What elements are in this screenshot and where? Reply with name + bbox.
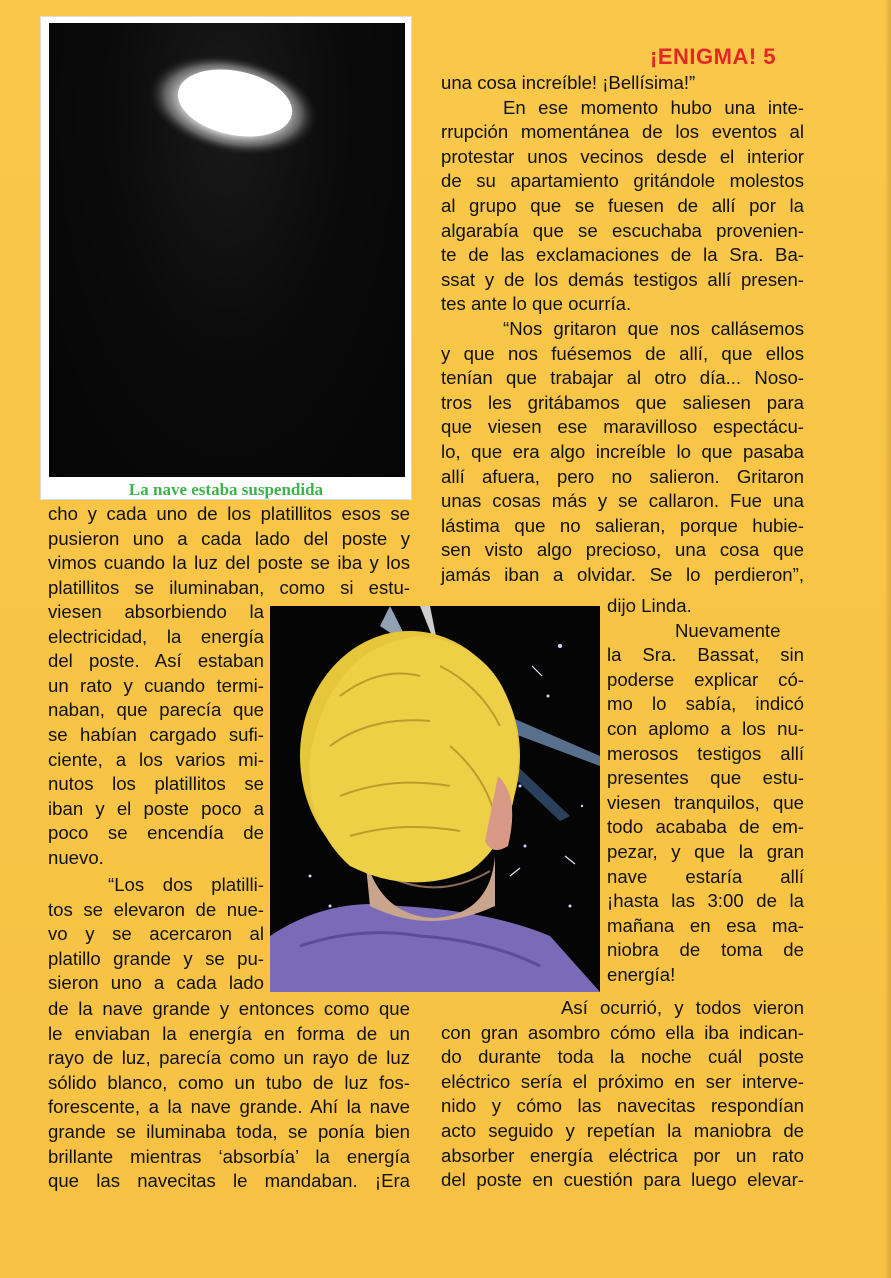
text-line: vo y se acercaron al (48, 923, 264, 945)
magazine-title-page-number: ¡ENIGMA! 5 (650, 44, 776, 69)
text-line: allí afuera, pero no salieron. Gritaron (441, 465, 804, 487)
text-line: nutos los platillitos se (48, 773, 264, 795)
text-line: que las navecitas le mandaban. ¡Era (48, 1170, 410, 1192)
text-line: pusieron uno a cada lado del poste y (48, 527, 410, 549)
text-line: platillitos se iluminaban, como si estu- (48, 576, 410, 598)
text-line: un rato y cuando termi- (48, 674, 264, 696)
text-line: con aplomo a los nu- (607, 717, 804, 739)
illustration-person-watching-sky (270, 606, 600, 992)
text-line: acto seguido y repetían la maniobra de (441, 1119, 804, 1141)
text-line: del poste en cuestión para luego elevar- (441, 1169, 804, 1191)
text-line: nave estaría allí (607, 865, 804, 887)
text-line: viesen tranquilos, que (607, 791, 804, 813)
text-line: rrupción momentánea de los eventos al (441, 121, 804, 143)
text-line: nuevo. (48, 846, 104, 868)
right-column-text-block-1 (441, 71, 804, 587)
text-line: niobra de toma de (607, 939, 804, 961)
text-line: la Sra. Bassat, sin (607, 644, 804, 666)
text-line: del poste. Así estaban (48, 650, 264, 672)
text-line: mo lo sabía, indicó (607, 693, 804, 715)
text-line: sólido blanco, como un tubo de luz fos- (48, 1071, 410, 1093)
text-line: se habían cargado sufi- (48, 723, 264, 745)
ufo-photo-image (49, 23, 405, 477)
photo-caption: La nave estaba suspendida (128, 480, 324, 499)
right-column-text-block-3 (441, 996, 804, 1193)
left-column-text-block-1 (48, 502, 410, 600)
text-line: protestar unos vecinos desde el interior (441, 145, 804, 167)
text-line: rayo de luz, parecía como un rayo de luz (48, 1047, 410, 1069)
right-column-text-block-2 (607, 594, 804, 988)
page-edge (885, 0, 891, 1278)
text-line: tros les gritábamos que saliesen para (441, 391, 804, 413)
text-line: sieron uno a cada lado (48, 972, 264, 994)
text-line: de su apartamiento gritándole molestos (441, 170, 804, 192)
text-line: electricidad, la energía (48, 625, 264, 647)
text-line: nido y cómo las navecitas respondían (441, 1095, 804, 1117)
text-line: le enviaban la energía en forma de un (48, 1022, 410, 1044)
left-column-text-block-2 (48, 600, 264, 871)
text-line: de la nave grande y entonces como que (48, 998, 410, 1019)
text-line: tenían que trabajar al otro día... Noso- (441, 367, 804, 389)
text-line: te de las exclamaciones de la Sra. Ba- (441, 244, 804, 266)
text-line: merosos testigos allí (607, 742, 804, 764)
text-line: dijo Linda. (607, 595, 692, 616)
text-line: unas cosas más y se callaron. Fue una (441, 490, 804, 512)
text-line: una cosa increíble! ¡Bellísima!” (441, 72, 696, 93)
text-line: iban y el poste poco a (48, 797, 264, 819)
text-line: mañana en esa ma- (607, 914, 804, 936)
text-line: todo acababa de em- (607, 816, 804, 838)
text-line: y que nos fuésemos de allí, que ellos (441, 342, 804, 364)
text-line: que viesen ese maravilloso espectácu- (441, 416, 804, 438)
text-line: do durante toda la noche cuál poste (441, 1046, 804, 1068)
text-line: “Los dos platilli- (108, 874, 264, 895)
text-line: Así ocurrió, y todos vieron (561, 997, 804, 1018)
ufo-glow-graphic (49, 23, 405, 477)
text-line: lástima que no salieran, porque hubie- (441, 514, 804, 536)
text-line: al grupo que se fuesen de allí por la (441, 194, 804, 216)
text-line: ciente, a los varios mi- (48, 748, 264, 770)
text-line: con gran asombro cómo ella iba indican- (441, 1021, 804, 1043)
text-line: algarabía que se escuchaba provenien- (441, 219, 804, 241)
text-line: absorber energía eléctrica por un rato (441, 1144, 804, 1166)
illustration-graphic (270, 606, 600, 992)
text-line: cho y cada uno de los platillitos esos se (48, 503, 410, 524)
text-line: sen visto algo precioso, una cosa que (441, 539, 804, 561)
text-line: vimos cuando la luz del poste se iba y los (48, 552, 410, 574)
text-line: eléctrico sería el próximo en ser interve- (441, 1070, 804, 1092)
ufo-photo (40, 16, 412, 500)
text-line: grande se iluminaba toda, se ponía bien (48, 1120, 410, 1142)
text-line: brillante mientras ‘absorbía’ la energía (48, 1145, 410, 1167)
text-line: tes ante lo que ocurría. (441, 293, 632, 315)
text-line: poderse explicar có- (607, 668, 804, 690)
text-line: platillo grande y se pu- (48, 947, 264, 969)
text-line: forescente, a la nave grande. Ahí la nave (48, 1096, 410, 1118)
text-line: naban, que parecía que (48, 699, 264, 721)
left-column-text-block-3 (48, 873, 264, 996)
text-line: ssat y de los demás testigos allí presen- (441, 268, 804, 290)
text-line: En ese momento hubo una inte- (503, 96, 804, 118)
text-line: ¡hasta las 3:00 de la (607, 890, 804, 912)
left-column-text-block-4 (48, 997, 410, 1194)
text-line: energía! (607, 963, 676, 985)
text-line: viesen absorbiendo la (48, 601, 264, 622)
text-line: jamás iban a olvidar. Se lo perdieron”, (441, 563, 804, 585)
text-line: pezar, y que la gran (607, 840, 804, 862)
text-line: presentes que estu- (607, 767, 804, 789)
text-line: lo, que era algo increíble lo que pasaba (441, 440, 804, 462)
text-line: tos se elevaron de nue- (48, 898, 264, 920)
text-line: poco se encendía de (48, 822, 264, 844)
text-line: “Nos gritaron que nos callásemos (503, 317, 804, 339)
text-line: Nuevamente (675, 619, 781, 641)
